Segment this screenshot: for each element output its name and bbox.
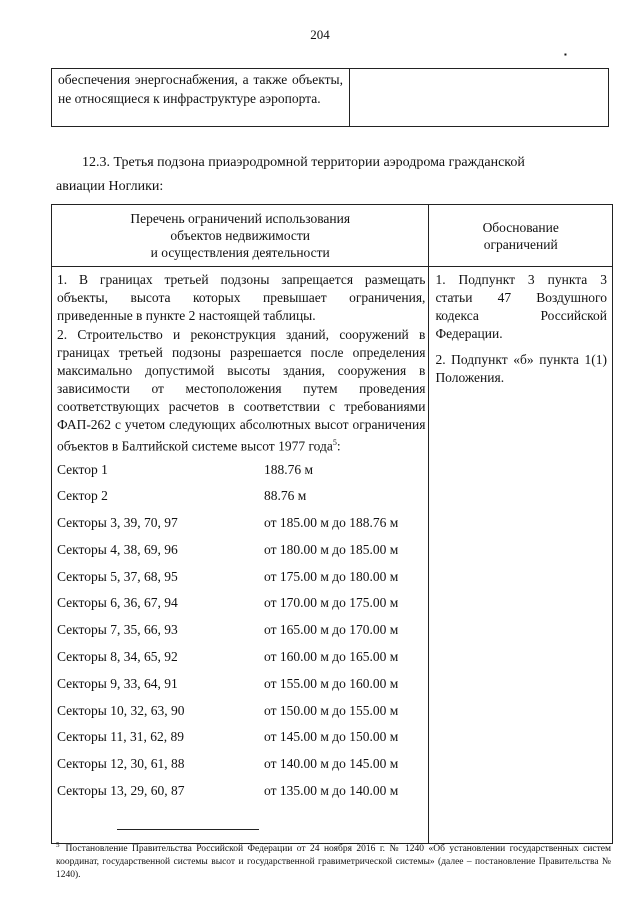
sector-height: от 165.00 м до 170.00 м [264, 622, 399, 638]
sector-height: от 150.00 м до 155.00 м [264, 702, 399, 718]
sector-name: Секторы 5, 37, 68, 95 [57, 568, 178, 584]
section-heading [56, 151, 608, 199]
sector-name: Секторы 3, 39, 70, 97 [57, 515, 178, 531]
sector-height: от 180.00 м до 185.00 м [264, 541, 399, 557]
sector-row [57, 671, 425, 698]
continuation-empty-cell [350, 69, 609, 127]
sector-row [57, 724, 425, 751]
sector-name: Сектор 2 [57, 488, 108, 504]
sector-name: Секторы 8, 34, 65, 92 [57, 649, 178, 665]
sector-name: Секторы 13, 29, 60, 87 [57, 783, 185, 799]
sector-row [57, 617, 425, 644]
sector-row [57, 698, 425, 725]
section-heading-line2: авиации Ноглики: [56, 179, 164, 194]
sector-row [57, 510, 425, 537]
sector-height: от 135.00 м до 140.00 м [264, 783, 399, 799]
sector-name: Секторы 9, 33, 64, 91 [57, 675, 178, 691]
continuation-cell [52, 69, 350, 127]
sector-height: от 145.00 м до 150.00 м [264, 729, 399, 745]
restriction-item-2-end: : [336, 438, 341, 454]
sector-row [57, 457, 425, 484]
sector-row [57, 590, 425, 617]
header-basis [429, 205, 613, 267]
sector-row [57, 751, 425, 778]
basis-cell [429, 267, 613, 844]
restriction-item-2 [57, 326, 425, 456]
sector-height: 188.76 м [264, 461, 314, 477]
sector-name: Секторы 12, 30, 61, 88 [57, 756, 185, 772]
sector-height: от 185.00 м до 188.76 м [264, 515, 399, 531]
sector-list [57, 457, 425, 805]
sector-height: от 175.00 м до 180.00 м [264, 568, 399, 584]
header-restrictions-line1: Перечень ограничений использования [130, 211, 351, 226]
continuation-table [51, 68, 609, 127]
continuation-text: обеспечения энергоснабжения, а также объекты, не относящиеся к инфраструктуре аэропорта. [58, 72, 343, 106]
sector-height: от 160.00 м до 165.00 м [264, 649, 399, 665]
sector-name: Секторы 4, 38, 69, 96 [57, 541, 178, 557]
section-heading-line1: 12.3. Третья подзона приаэродромной территории аэродрома гражданской [82, 155, 525, 170]
sector-height: от 155.00 м до 160.00 м [264, 675, 399, 691]
footnote-separator [117, 829, 259, 830]
sector-height: от 170.00 м до 175.00 м [264, 595, 399, 611]
footnote-ref: 5 [332, 438, 337, 447]
sector-row [57, 483, 425, 510]
header-basis-line1: Обоснование [482, 219, 559, 235]
restrictions-table [51, 204, 613, 844]
basis-item-2: 2. Подпункт «б» пункта 1(1) Положения. [435, 352, 607, 385]
sector-name: Секторы 7, 35, 66, 93 [57, 622, 178, 638]
sector-row [57, 778, 425, 805]
table-body-row [52, 267, 613, 844]
restrictions-cell [52, 267, 429, 844]
sector-row [57, 537, 425, 564]
header-basis-line2: ограничений [483, 236, 558, 252]
sector-height: от 140.00 м до 145.00 м [264, 756, 399, 772]
sector-row [57, 564, 425, 591]
sector-name: Секторы 6, 36, 67, 94 [57, 595, 178, 611]
table-header-row [52, 205, 613, 267]
restriction-item-2-text: 2. Строительство и реконструкция зданий, сооружений в границах третьей подзоны разрешается после определения максимально допустимой высоты здания, сооружения в зависимости от местоположения путем проведения соответствующих расчетов в соответствии с требованиями ФАП-262 с учетом следующих абсолютных высот ограничения объектов в Балтийской системе высот 1977 года [57, 327, 426, 454]
sector-height: 88.76 м [264, 488, 307, 504]
header-restrictions-line2: объектов недвижимости [170, 228, 311, 243]
footnote-text: Постановление Правительства Российской Федерации от 24 ноября 2016 г. № 1240 «Об установлении государственных систем координат, государственной системы высот и государственной гравиметрической системы» (далее – постановление Правительства № 1240). [56, 844, 611, 881]
page-number: 204 [310, 27, 330, 42]
restriction-item-1: 1. В границах третьей подзоны запрещается размещать объекты, высота которых превышает ограничения, приведенные в пункте 2 настоящей таблицы. [57, 272, 426, 323]
header-restrictions [52, 205, 429, 267]
footnote [56, 839, 611, 882]
sector-name: Сектор 1 [57, 461, 108, 477]
sector-name: Секторы 10, 32, 63, 90 [57, 702, 185, 718]
scan-dot: ▪ [564, 50, 567, 59]
sector-name: Секторы 11, 31, 62, 89 [57, 729, 184, 745]
basis-item-1: 1. Подпункт 3 пункта 3 статьи 47 Воздушного кодекса Российской Федерации. [435, 272, 607, 341]
footnote-mark: 5 [56, 841, 60, 849]
header-restrictions-line3: и осуществления деятельности [150, 245, 330, 260]
sector-row [57, 644, 425, 671]
